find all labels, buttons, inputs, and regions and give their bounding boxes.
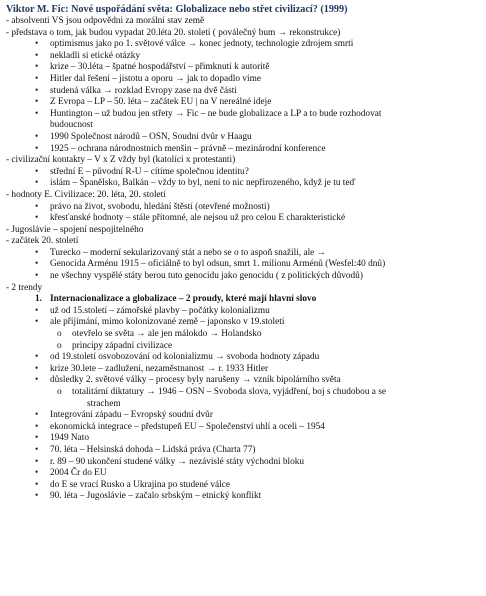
line-text: krize – 30.léta – špatné hospodářství – přimknutí k autoritě	[50, 62, 270, 73]
bullet-marker: •	[35, 352, 39, 363]
line-text: - hodnoty E. Civilizace: 20. léta, 20. století	[6, 189, 166, 200]
line-text: studená válka → rozklad Evropy zase na dvě části	[50, 85, 237, 96]
line-text: 90. léta – Jugoslávie – začalo srbským – etnický konflikt	[50, 491, 262, 502]
bullet-marker: •	[35, 97, 39, 108]
list-item	[6, 445, 480, 457]
list-item	[6, 317, 480, 329]
line-text: - Jugoslávie – spojení nespojitelného	[6, 224, 144, 235]
list-item	[6, 329, 480, 341]
bullet-marker: •	[35, 85, 39, 96]
list-item	[6, 259, 480, 271]
line-text: střední E – původní R-U – cítíme společnou identitu?	[50, 166, 249, 177]
line-text: Huntington – už budou jen střety → Fic – ne bude globalizace a LP a to bude rozhodovat	[50, 108, 382, 119]
note-heading-line	[6, 283, 480, 295]
list-item	[6, 375, 480, 387]
line-text: - civilizační kontakty – V x Z vždy byl (katolíci x protestanti)	[6, 155, 236, 166]
line-text: Integrování západu – Evropský soudní dvůr	[50, 410, 213, 421]
line-text: právo na život, svobodu, hledání štěstí (otevřené možnosti)	[50, 201, 270, 212]
line-text: 70. léta – Helsinská dohoda – Lidská práva (Charta 77)	[50, 444, 256, 455]
line-text: do E se vrací Rusko a Ukrajina po studené válce	[50, 479, 230, 490]
line-text: optimismus jako po 1. světové válce → konec jednoty, technologie zdrojem smrti	[50, 39, 354, 50]
line-text: - 2 trendy	[6, 282, 43, 293]
bullet-marker: •	[35, 213, 39, 224]
bullet-marker: •	[35, 50, 39, 61]
list-item	[6, 433, 480, 445]
list-item	[6, 248, 480, 260]
number-marker: 1.	[35, 294, 42, 305]
line-text: Internacionalizace a globalizace – 2 proudy, které mají hlavní slovo	[50, 294, 317, 305]
list-item	[6, 294, 480, 306]
list-item	[6, 457, 480, 469]
list-item	[6, 306, 480, 318]
bullet-marker: •	[35, 317, 39, 328]
list-item	[6, 51, 480, 63]
line-text: důsledky 2. světové války – procesy byly narušeny → vznik bipolárního světa	[50, 375, 341, 386]
bullet-marker: •	[35, 247, 39, 258]
list-item	[6, 491, 480, 503]
notes-list	[6, 16, 480, 503]
list-item	[6, 387, 480, 399]
list-item	[6, 167, 480, 179]
line-text: od 19.století osvobozování od kolonializmu → svoboda hodnoty západu	[50, 352, 320, 363]
list-item	[6, 468, 480, 480]
bullet-marker: •	[35, 363, 39, 374]
line-continuation: budoucnost	[50, 120, 93, 131]
bullet-marker: •	[35, 259, 39, 270]
bullet-marker: •	[35, 271, 39, 282]
line-text: Turecko – moderní sekularizovaný stát a nebo se o to aspoň snažili, ale →	[50, 247, 326, 258]
bullet-marker: •	[35, 201, 39, 212]
list-item	[6, 202, 480, 214]
line-continuation: strachem	[87, 398, 121, 409]
bullet-marker: •	[35, 143, 39, 154]
line-text: Genocida Arménu 1915 – oficiálně to byl odsun, smrt 1. milionu Arménů (Wesfel:40 dnů)	[50, 259, 386, 270]
bullet-marker: •	[35, 375, 39, 386]
line-text: už od 15.století – zámořské plavby – počátky kolonializmu	[50, 305, 270, 316]
list-item	[6, 213, 480, 225]
line-text: 2004 Čr do EU	[50, 468, 107, 479]
bullet-marker: •	[35, 410, 39, 421]
list-item	[6, 178, 480, 190]
list-item	[6, 132, 480, 144]
line-text: totalitární diktatury → 1946 – OSN – Svoboda slova, vyjádření, boj s chudobou a se	[72, 387, 386, 397]
line-text: nekladli si etické otázky	[50, 50, 141, 61]
list-item	[6, 422, 480, 434]
bullet-marker: •	[35, 491, 39, 502]
line-text: otevřelo se světa → ale jen málokdo → Holandsko	[72, 329, 262, 340]
line-text: krize 30.lete – zadlužení, nezaměstnanost → r. 1933 Hitler	[50, 363, 269, 374]
note-heading-line	[6, 16, 480, 28]
note-heading-line	[6, 28, 480, 40]
sub-bullet-marker: o	[57, 340, 62, 351]
line-text: 1949 Nato	[50, 433, 89, 444]
bullet-marker: •	[35, 456, 39, 467]
list-item	[6, 352, 480, 364]
list-item	[6, 271, 480, 283]
line-text: principy západní civilizace	[72, 340, 173, 351]
line-text: - absolventi VS jsou odpovědni za morální stav země	[6, 16, 205, 26]
bullet-marker: •	[35, 421, 39, 432]
sub-bullet-marker: o	[57, 387, 62, 397]
bullet-marker: •	[35, 39, 39, 50]
list-item	[6, 480, 480, 492]
list-item	[6, 364, 480, 376]
bullet-marker: •	[35, 108, 39, 119]
bullet-marker: •	[35, 166, 39, 177]
sub-bullet-marker: o	[57, 329, 62, 340]
bullet-marker: •	[35, 433, 39, 444]
list-item	[6, 341, 480, 353]
bullet-marker: •	[35, 62, 39, 73]
line-text: ekonomická integrace – předstupeň EU – Společenství uhlí a oceli – 1954	[50, 421, 325, 432]
note-heading-line	[6, 155, 480, 167]
list-item	[6, 144, 480, 156]
line-text: ne všechny vyspělé státy berou tuto genocidu jako genocidu ( z politických důvodů)	[50, 271, 363, 282]
list-item	[6, 109, 480, 121]
list-item	[6, 86, 480, 98]
list-item	[6, 39, 480, 51]
line-text: Z Evropa – LP – 50. léta – začátek EU | na V nereálné ideje	[50, 97, 272, 108]
document-title: Viktor M. Fic: Nové uspořádání světa: Globalizace nebo střet civilizací? (1999)	[6, 4, 348, 15]
line-text: Hitler dal řešení – jistotu a oporu → jak to dopadlo víme	[50, 73, 261, 84]
line-text: ale přijímání, mimo kolonizované země – japonsko v 19.století	[50, 317, 285, 328]
bullet-marker: •	[35, 468, 39, 479]
line-text: 1925 – ochrana národnostních menšin – právně – mezinárodní konference	[50, 143, 326, 154]
note-heading-line	[6, 236, 480, 248]
bullet-marker: •	[35, 305, 39, 316]
line-text: křesťanské hodnoty – stále přítomné, ale nejsou už pro celou E charakteristické	[50, 213, 346, 224]
list-item	[6, 410, 480, 422]
bullet-marker: •	[35, 131, 39, 142]
bullet-marker: •	[35, 444, 39, 455]
line-text: - začátek 20. století	[6, 236, 79, 247]
line-text: islám – Španělsko, Balkán – vždy to byl, není to nic nepřirozeného, když je tu teď	[50, 178, 356, 189]
list-item	[6, 74, 480, 86]
list-item	[6, 97, 480, 109]
line-text: 1990 Společnost národů – OSN, Soudní dvůr v Haagu	[50, 131, 252, 142]
line-text: r. 89 – 90 ukončení studené války → nezávislé státy východní bloku	[50, 456, 305, 467]
list-item	[6, 62, 480, 74]
note-heading-line	[6, 225, 480, 237]
bullet-marker: •	[35, 178, 39, 189]
line-text: - představa o tom, jak budou vypadat 20.léta 20. století ( poválečný bum → rekonstrukce)	[6, 27, 341, 38]
note-heading-line	[6, 190, 480, 202]
bullet-marker: •	[35, 73, 39, 84]
bullet-marker: •	[35, 479, 39, 490]
